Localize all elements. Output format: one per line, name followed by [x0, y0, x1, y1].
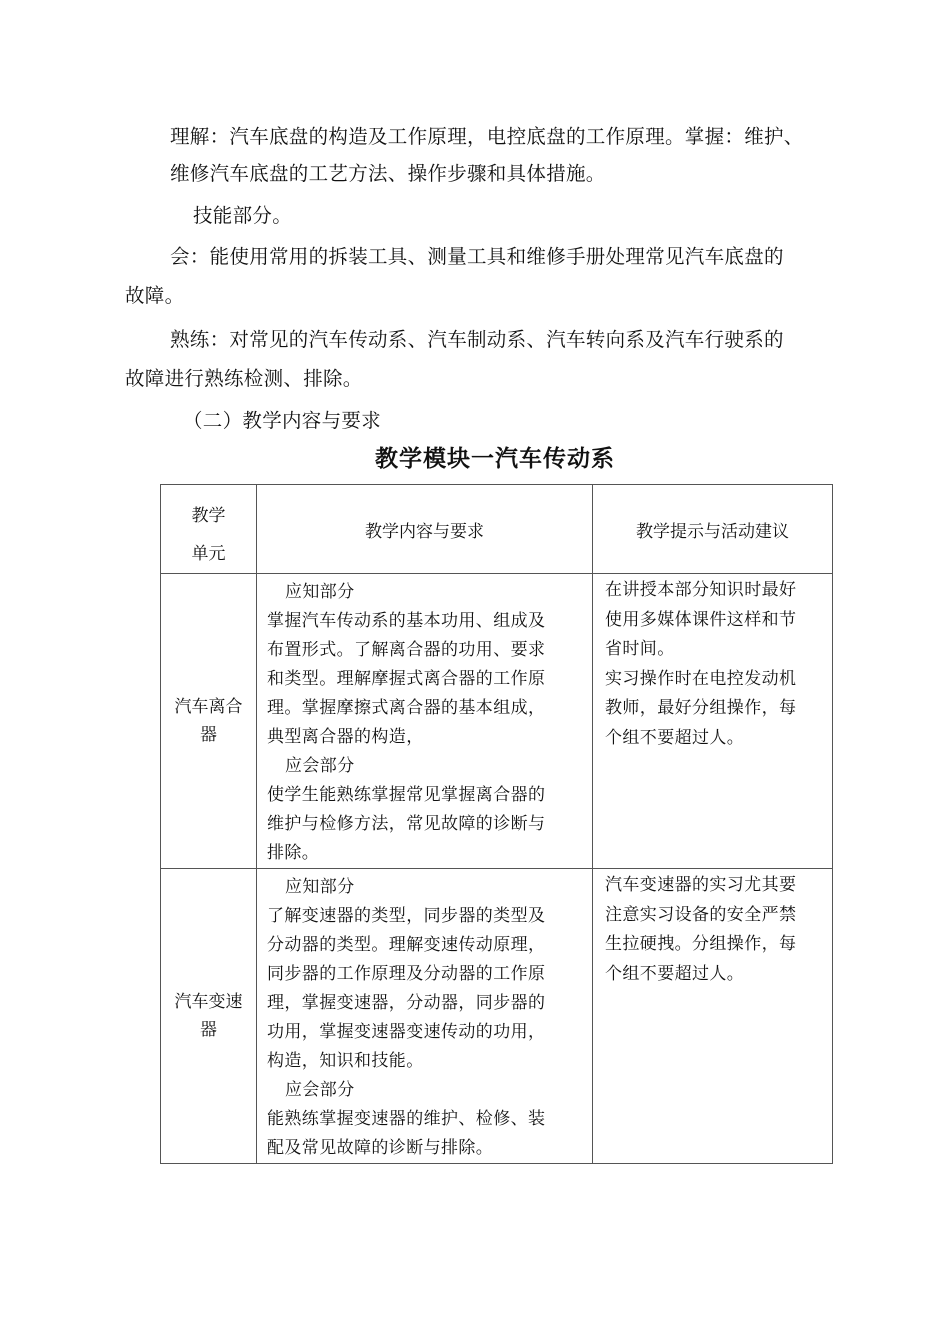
hint-line: 个组不要超过人。 [605, 727, 745, 748]
intro-paragraph-understand-cont: 维修汽车底盘的工艺方法、操作步骤和具体措施。 [170, 162, 606, 185]
content-subheading: 应会部分 [285, 756, 355, 776]
table-row [161, 574, 833, 869]
hint-line: 注意实习设备的安全严禁 [605, 904, 797, 925]
hint-line: 个组不要超过人。 [605, 963, 745, 984]
header-content: 教学内容与要求 [257, 485, 593, 574]
content-cell [257, 869, 593, 1164]
content-line: 理，掌握变速器，分动器，同步器的 [267, 993, 546, 1013]
content-line: 能熟练掌握变速器的维护、检修、装 [267, 1109, 546, 1129]
hints-cell [593, 869, 833, 1164]
hint-line: 生拉硬拽。分组操作，每 [605, 934, 797, 954]
content-line: 分动器的类型。理解变速传动原理， [267, 935, 546, 955]
skills-heading: 技能部分。 [193, 204, 293, 227]
content-line: 理。掌握摩擦式离合器的基本组成， [267, 698, 546, 718]
content-line: 和类型。理解摩握式离合器的工作原 [267, 669, 546, 689]
content-line: 同步器的工作原理及分动器的工作原 [267, 964, 546, 984]
content-line: 典型离合器的构造， [267, 727, 424, 747]
table-row [161, 869, 833, 1164]
intro-paragraph-understand: 理解：汽车底盘的构造及工作原理，电控底盘的工作原理。掌握：维护、 [170, 125, 804, 148]
header-unit-line2: 单元 [191, 544, 226, 564]
content-line: 功用，掌握变速器变速传动的功用， [267, 1022, 546, 1042]
hint-line: 教师，最好分组操作，每 [605, 698, 797, 718]
header-unit-line1: 教学 [191, 506, 226, 526]
hint-line: 在讲授本部分知识时最好 [605, 580, 797, 600]
content-line: 了解变速器的类型，同步器的类型及 [267, 906, 546, 926]
content-subheading: 应会部分 [285, 1080, 355, 1100]
content-line: 维护与检修方法，常见故障的诊断与 [267, 814, 546, 834]
hint-line: 省时间。 [605, 639, 675, 659]
unit-cell: 汽车离合器 [161, 574, 257, 869]
content-line: 排除。 [267, 843, 320, 863]
intro-paragraph-proficient-cont: 故障进行熟练检测、排除。 [125, 367, 363, 390]
content-cell [257, 574, 593, 869]
header-hints: 教学提示与活动建议 [593, 485, 833, 574]
header-teaching-unit [161, 485, 257, 574]
table-title: 教学模块一汽车传动系 [375, 446, 615, 472]
teaching-module-table [160, 484, 833, 1164]
content-line: 配及常见故障的诊断与排除。 [267, 1138, 494, 1158]
content-line: 使学生能熟练掌握常见掌握离合器的 [267, 785, 546, 805]
content-line: 掌握汽车传动系的基本功用、组成及 [267, 611, 546, 631]
hint-line: 实习操作时在电控发动机 [605, 668, 797, 689]
intro-paragraph-can-cont: 故障。 [125, 284, 185, 307]
content-line: 布置形式。了解离合器的功用、要求 [267, 640, 546, 660]
unit-cell: 汽车变速器 [161, 869, 257, 1164]
section-heading: （二）教学内容与要求 [183, 409, 382, 432]
hint-line: 汽车变速器的实习尤其要 [605, 875, 797, 895]
hints-cell [593, 574, 833, 869]
intro-paragraph-can: 会：能使用常用的拆装工具、测量工具和维修手册处理常见汽车底盘的 [170, 245, 784, 268]
content-subheading: 应知部分 [285, 582, 355, 602]
content-subheading: 应知部分 [285, 877, 355, 897]
table-header-row [161, 485, 833, 574]
content-line: 构造，知识和技能。 [267, 1051, 424, 1071]
intro-paragraph-proficient: 熟练：对常见的汽车传动系、汽车制动系、汽车转向系及汽车行驶系的 [170, 328, 784, 351]
hint-line: 使用多媒体课件这样和节 [605, 609, 797, 630]
